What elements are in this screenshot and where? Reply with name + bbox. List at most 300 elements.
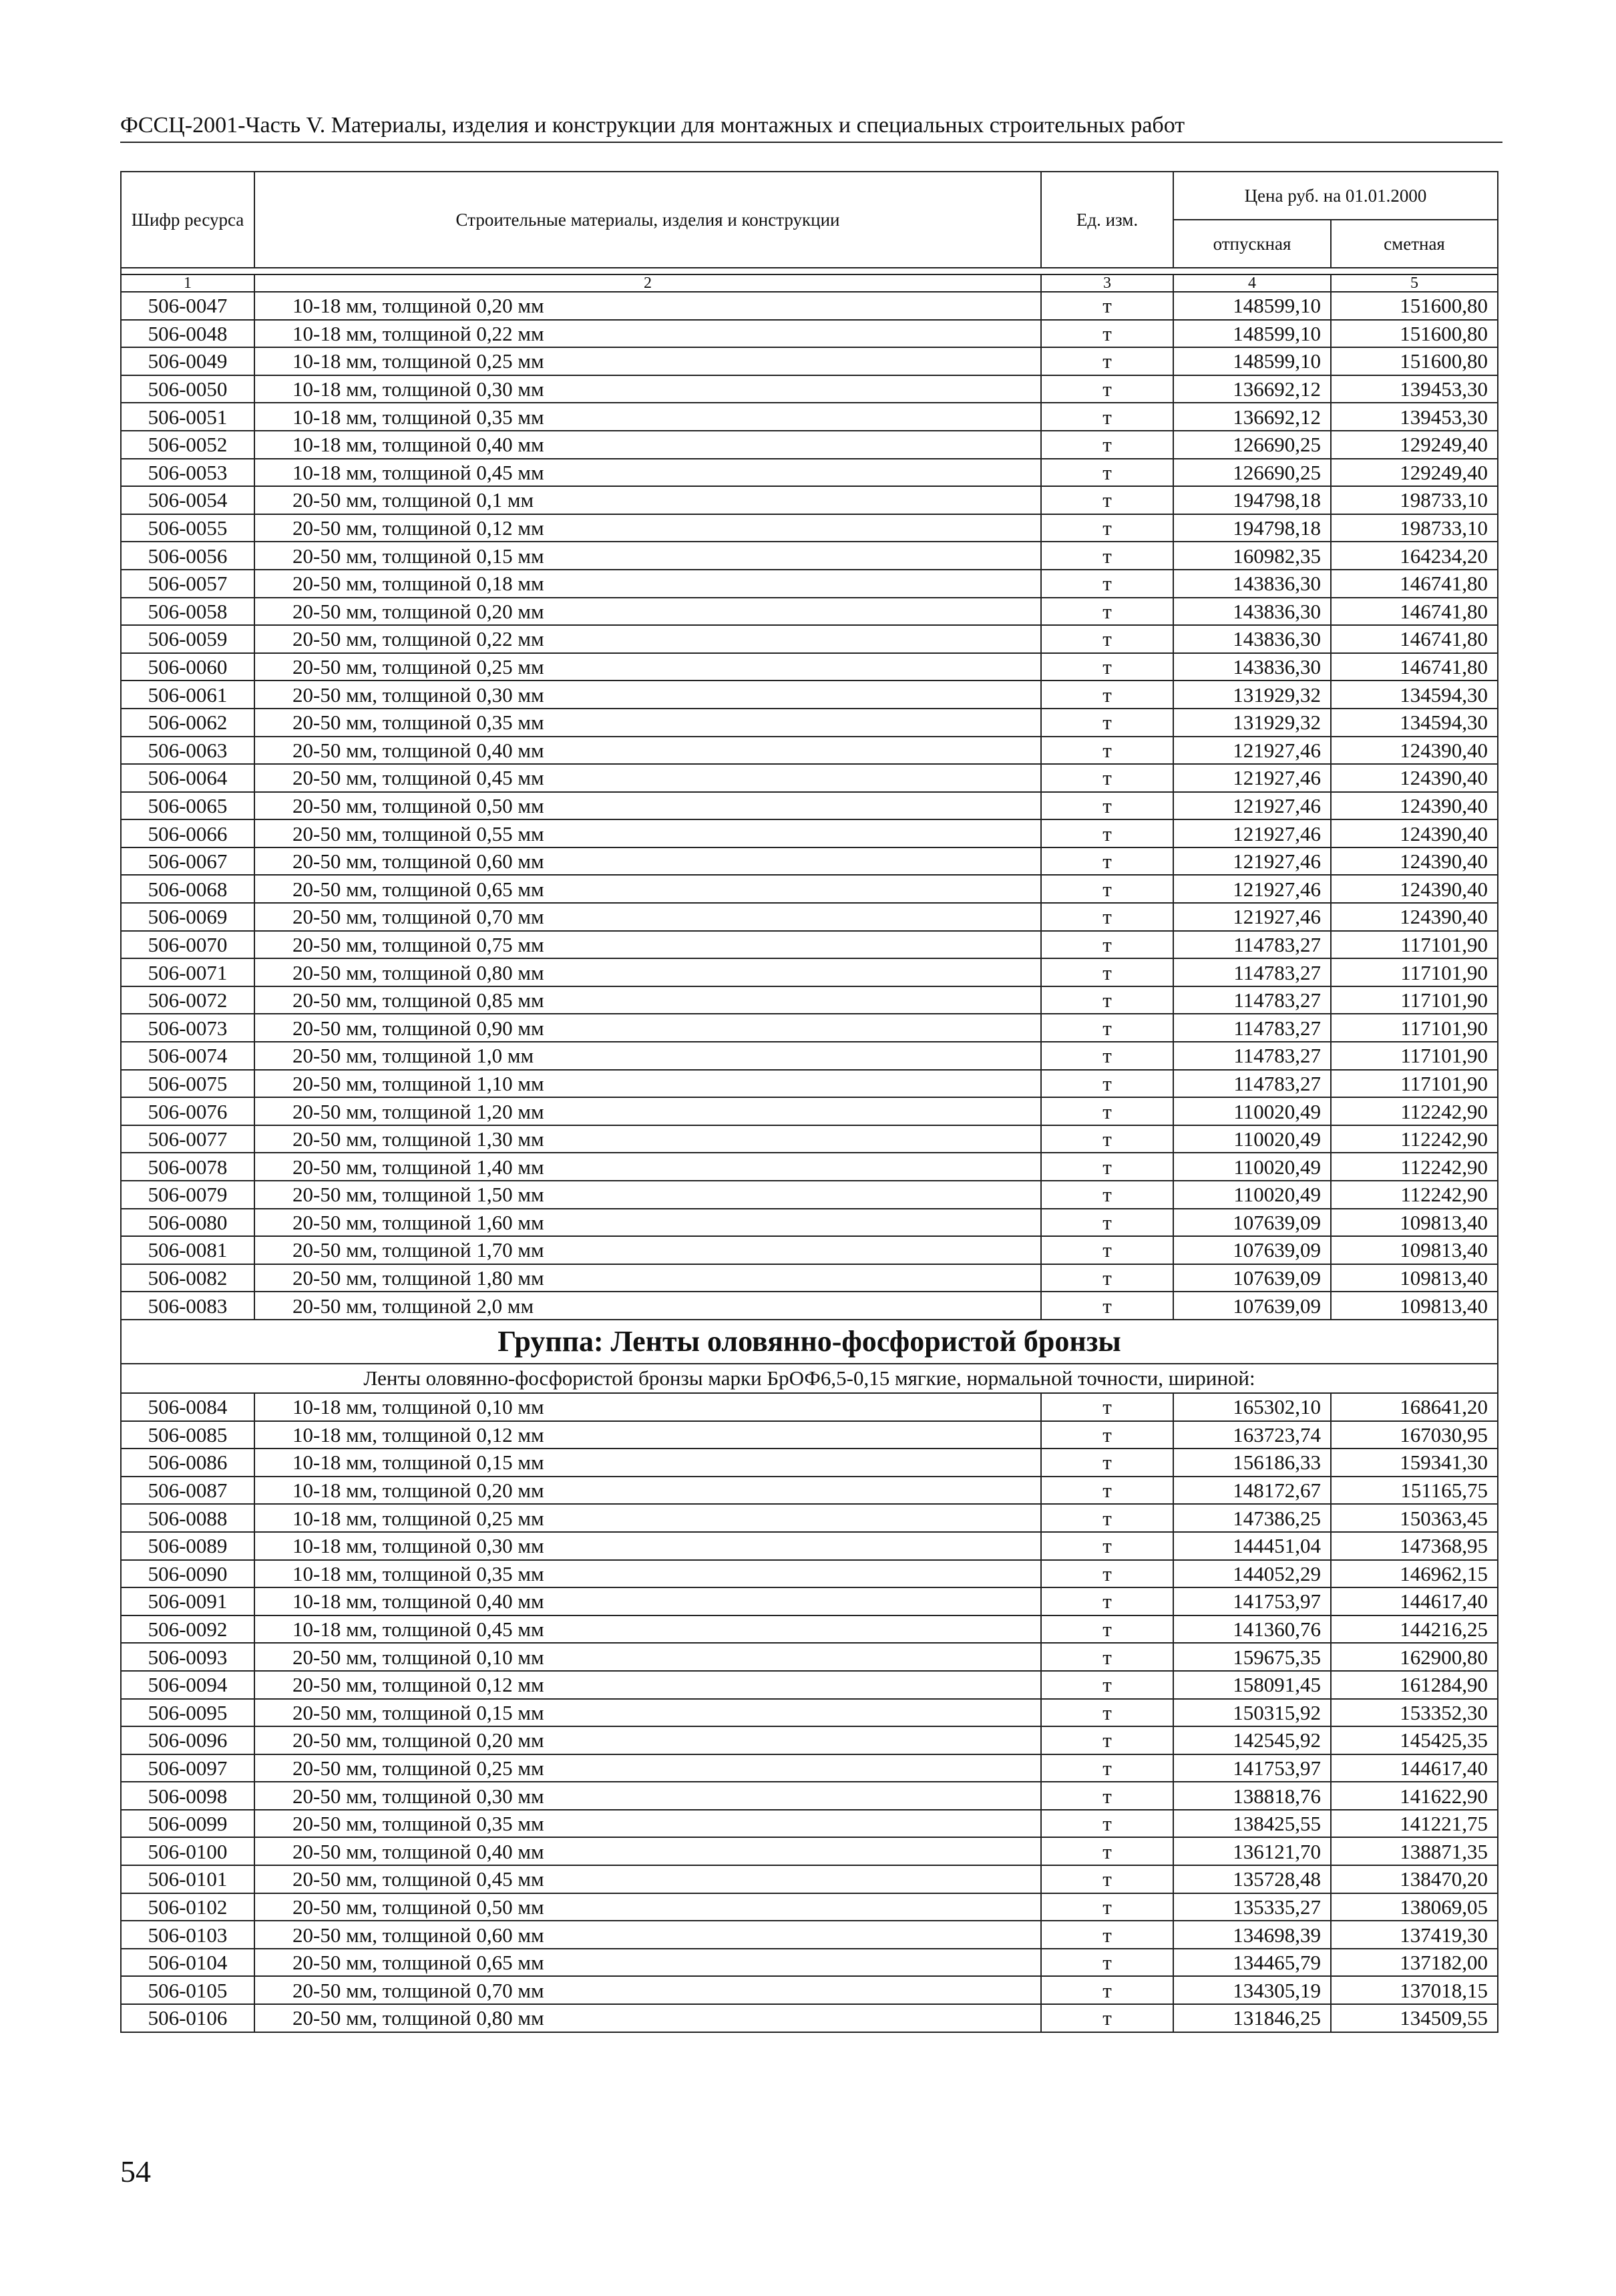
unit-cell: т <box>1041 847 1173 876</box>
release-price-cell: 136121,70 <box>1173 1837 1331 1865</box>
table-row <box>121 347 1498 375</box>
estimate-price-cell: 109813,40 <box>1331 1209 1498 1237</box>
table-row <box>121 903 1498 931</box>
description-cell: 10-18 мм, толщиной 0,20 мм <box>254 1477 1041 1505</box>
estimate-price-cell: 161284,90 <box>1331 1671 1498 1699</box>
table-body-section-a <box>121 292 1498 1320</box>
description-cell: 20-50 мм, толщиной 0,20 мм <box>254 598 1041 626</box>
column-header-price: Цена руб. на 01.01.2000 <box>1173 172 1498 220</box>
unit-cell: т <box>1041 625 1173 653</box>
table-row <box>121 1643 1498 1671</box>
resource-code-cell: 506-0106 <box>121 2004 254 2032</box>
estimate-price-cell: 109813,40 <box>1331 1292 1498 1320</box>
unit-cell: т <box>1041 1449 1173 1477</box>
release-price-cell: 194798,18 <box>1173 514 1331 542</box>
unit-cell: т <box>1041 1421 1173 1449</box>
estimate-price-cell: 124390,40 <box>1331 875 1498 903</box>
description-cell: 20-50 мм, толщиной 1,0 мм <box>254 1042 1041 1070</box>
release-price-cell: 114783,27 <box>1173 986 1331 1014</box>
estimate-price-cell: 144216,25 <box>1331 1615 1498 1644</box>
resource-code-cell: 506-0081 <box>121 1236 254 1264</box>
table-row <box>121 737 1498 765</box>
table-row <box>121 792 1498 820</box>
table-row <box>121 570 1498 598</box>
resource-code-cell: 506-0102 <box>121 1893 254 1921</box>
group-title: Группа: Ленты оловянно-фосфористой бронзы <box>121 1320 1498 1364</box>
description-cell: 20-50 мм, толщиной 0,35 мм <box>254 1810 1041 1838</box>
unit-cell: т <box>1041 986 1173 1014</box>
estimate-price-cell: 198733,10 <box>1331 514 1498 542</box>
table-row <box>121 1292 1498 1320</box>
unit-cell: т <box>1041 1153 1173 1181</box>
resource-code-cell: 506-0064 <box>121 764 254 792</box>
unit-cell: т <box>1041 1587 1173 1615</box>
release-price-cell: 156186,33 <box>1173 1449 1331 1477</box>
table-row <box>121 875 1498 903</box>
description-cell: 20-50 мм, толщиной 0,30 мм <box>254 681 1041 709</box>
table-row <box>121 486 1498 514</box>
running-header: ФССЦ-2001-Часть V. Материалы, изделия и конструкции для монтажных и специальных строительных работ <box>120 112 1502 143</box>
resource-code-cell: 506-0065 <box>121 792 254 820</box>
description-cell: 20-50 мм, толщиной 1,50 мм <box>254 1181 1041 1209</box>
unit-cell: т <box>1041 542 1173 570</box>
estimate-price-cell: 137182,00 <box>1331 1949 1498 1977</box>
column-header-name: Строительные материалы, изделия и конструкции <box>254 172 1041 268</box>
table-row <box>121 681 1498 709</box>
release-price-cell: 134698,39 <box>1173 1921 1331 1949</box>
column-header-unit: Ед. изм. <box>1041 172 1173 268</box>
estimate-price-cell: 124390,40 <box>1331 847 1498 876</box>
release-price-cell: 110020,49 <box>1173 1097 1331 1125</box>
release-price-cell: 107639,09 <box>1173 1264 1331 1292</box>
unit-cell: т <box>1041 1042 1173 1070</box>
unit-cell: т <box>1041 1754 1173 1782</box>
table-row <box>121 1754 1498 1782</box>
estimate-price-cell: 146741,80 <box>1331 625 1498 653</box>
estimate-price-cell: 138069,05 <box>1331 1893 1498 1921</box>
release-price-cell: 148172,67 <box>1173 1477 1331 1505</box>
column-number-row <box>121 274 1498 292</box>
resource-code-cell: 506-0100 <box>121 1837 254 1865</box>
table-row <box>121 1393 1498 1421</box>
resource-code-cell: 506-0077 <box>121 1125 254 1153</box>
release-price-cell: 107639,09 <box>1173 1236 1331 1264</box>
estimate-price-cell: 145425,35 <box>1331 1726 1498 1754</box>
table-row <box>121 542 1498 570</box>
estimate-price-cell: 137419,30 <box>1331 1921 1498 1949</box>
description-cell: 10-18 мм, толщиной 0,35 мм <box>254 1560 1041 1588</box>
description-cell: 10-18 мм, толщиной 0,30 мм <box>254 1532 1041 1560</box>
resource-code-cell: 506-0096 <box>121 1726 254 1754</box>
description-cell: 20-50 мм, толщиной 0,50 мм <box>254 1893 1041 1921</box>
estimate-price-cell: 124390,40 <box>1331 819 1498 847</box>
description-cell: 20-50 мм, толщиной 1,70 мм <box>254 1236 1041 1264</box>
table-row <box>121 1615 1498 1644</box>
estimate-price-cell: 112242,90 <box>1331 1125 1498 1153</box>
description-cell: 20-50 мм, толщиной 0,55 мм <box>254 819 1041 847</box>
description-cell: 20-50 мм, толщиной 0,15 мм <box>254 542 1041 570</box>
estimate-price-cell: 151165,75 <box>1331 1477 1498 1505</box>
description-cell: 20-50 мм, толщиной 0,15 мм <box>254 1699 1041 1727</box>
release-price-cell: 114783,27 <box>1173 1014 1331 1042</box>
page-number: 54 <box>120 2154 151 2188</box>
resource-code-cell: 506-0082 <box>121 1264 254 1292</box>
resource-code-cell: 506-0060 <box>121 653 254 681</box>
release-price-cell: 163723,74 <box>1173 1421 1331 1449</box>
unit-cell: т <box>1041 1810 1173 1838</box>
estimate-price-cell: 129249,40 <box>1331 459 1498 487</box>
description-cell: 20-50 мм, толщиной 0,80 мм <box>254 958 1041 986</box>
estimate-price-cell: 151600,80 <box>1331 347 1498 375</box>
estimate-price-cell: 151600,80 <box>1331 292 1498 320</box>
description-cell: 20-50 мм, толщиной 0,12 мм <box>254 1671 1041 1699</box>
release-price-cell: 126690,25 <box>1173 459 1331 487</box>
description-cell: 20-50 мм, толщиной 0,40 мм <box>254 737 1041 765</box>
release-price-cell: 136692,12 <box>1173 403 1331 431</box>
description-cell: 10-18 мм, толщиной 0,45 мм <box>254 1615 1041 1644</box>
table-row <box>121 819 1498 847</box>
release-price-cell: 121927,46 <box>1173 819 1331 847</box>
resource-code-cell: 506-0047 <box>121 292 254 320</box>
resource-code-cell: 506-0091 <box>121 1587 254 1615</box>
release-price-cell: 143836,30 <box>1173 625 1331 653</box>
unit-cell: т <box>1041 1837 1173 1865</box>
unit-cell: т <box>1041 1615 1173 1644</box>
release-price-cell: 141360,76 <box>1173 1615 1331 1644</box>
resource-code-cell: 506-0088 <box>121 1504 254 1532</box>
unit-cell: т <box>1041 1893 1173 1921</box>
release-price-cell: 121927,46 <box>1173 764 1331 792</box>
release-price-cell: 107639,09 <box>1173 1209 1331 1237</box>
unit-cell: т <box>1041 903 1173 931</box>
description-cell: 20-50 мм, толщиной 0,22 мм <box>254 625 1041 653</box>
description-cell: 10-18 мм, толщиной 0,22 мм <box>254 320 1041 348</box>
unit-cell: т <box>1041 598 1173 626</box>
release-price-cell: 160982,35 <box>1173 542 1331 570</box>
resource-code-cell: 506-0069 <box>121 903 254 931</box>
description-cell: 20-50 мм, толщиной 0,90 мм <box>254 1014 1041 1042</box>
unit-cell: т <box>1041 320 1173 348</box>
release-price-cell: 165302,10 <box>1173 1393 1331 1421</box>
resource-code-cell: 506-0089 <box>121 1532 254 1560</box>
table-row <box>121 1181 1498 1209</box>
table-row <box>121 375 1498 403</box>
resource-code-cell: 506-0086 <box>121 1449 254 1477</box>
estimate-price-cell: 117101,90 <box>1331 1070 1498 1098</box>
unit-cell: т <box>1041 1181 1173 1209</box>
release-price-cell: 143836,30 <box>1173 598 1331 626</box>
release-price-cell: 194798,18 <box>1173 486 1331 514</box>
description-cell: 20-50 мм, толщиной 1,30 мм <box>254 1125 1041 1153</box>
estimate-price-cell: 134594,30 <box>1331 709 1498 737</box>
description-cell: 20-50 мм, толщиной 0,70 мм <box>254 903 1041 931</box>
unit-cell: т <box>1041 764 1173 792</box>
resource-code-cell: 506-0071 <box>121 958 254 986</box>
estimate-price-cell: 134509,55 <box>1331 2004 1498 2032</box>
release-price-cell: 144052,29 <box>1173 1560 1331 1588</box>
table-row <box>121 1070 1498 1098</box>
unit-cell: т <box>1041 403 1173 431</box>
resource-code-cell: 506-0101 <box>121 1865 254 1893</box>
estimate-price-cell: 150363,45 <box>1331 1504 1498 1532</box>
description-cell: 20-50 мм, толщиной 0,60 мм <box>254 847 1041 876</box>
resource-code-cell: 506-0067 <box>121 847 254 876</box>
resource-code-cell: 506-0093 <box>121 1643 254 1671</box>
table-row <box>121 709 1498 737</box>
description-cell: 10-18 мм, толщиной 0,25 мм <box>254 1504 1041 1532</box>
estimate-price-cell: 138470,20 <box>1331 1865 1498 1893</box>
table-row <box>121 931 1498 959</box>
description-cell: 20-50 мм, толщиной 1,60 мм <box>254 1209 1041 1237</box>
unit-cell: т <box>1041 1264 1173 1292</box>
release-price-cell: 143836,30 <box>1173 570 1331 598</box>
estimate-price-cell: 144617,40 <box>1331 1587 1498 1615</box>
table-body-section-b <box>121 1393 1498 2032</box>
column-header-release-price: отпускная <box>1173 220 1331 268</box>
resource-code-cell: 506-0094 <box>121 1671 254 1699</box>
release-price-cell: 134465,79 <box>1173 1949 1331 1977</box>
table-row <box>121 1504 1498 1532</box>
column-number: 5 <box>1331 274 1498 292</box>
column-number: 2 <box>254 274 1041 292</box>
unit-cell: т <box>1041 2004 1173 2032</box>
estimate-price-cell: 129249,40 <box>1331 431 1498 459</box>
description-cell: 20-50 мм, толщиной 0,65 мм <box>254 1949 1041 1977</box>
resource-code-cell: 506-0078 <box>121 1153 254 1181</box>
unit-cell: т <box>1041 1949 1173 1977</box>
table-row <box>121 1865 1498 1893</box>
release-price-cell: 110020,49 <box>1173 1125 1331 1153</box>
estimate-price-cell: 162900,80 <box>1331 1643 1498 1671</box>
unit-cell: т <box>1041 570 1173 598</box>
price-table <box>120 171 1498 2033</box>
unit-cell: т <box>1041 1560 1173 1588</box>
description-cell: 20-50 мм, толщиной 0,20 мм <box>254 1726 1041 1754</box>
resource-code-cell: 506-0056 <box>121 542 254 570</box>
description-cell: 10-18 мм, толщиной 0,40 мм <box>254 1587 1041 1615</box>
description-cell: 10-18 мм, толщиной 0,10 мм <box>254 1393 1041 1421</box>
table-row <box>121 1921 1498 1949</box>
estimate-price-cell: 167030,95 <box>1331 1421 1498 1449</box>
release-price-cell: 114783,27 <box>1173 1070 1331 1098</box>
group-section <box>121 1320 1498 1393</box>
description-cell: 20-50 мм, толщиной 0,85 мм <box>254 986 1041 1014</box>
estimate-price-cell: 146962,15 <box>1331 1560 1498 1588</box>
table-row <box>121 1810 1498 1838</box>
table-row <box>121 1477 1498 1505</box>
unit-cell: т <box>1041 431 1173 459</box>
resource-code-cell: 506-0097 <box>121 1754 254 1782</box>
resource-code-cell: 506-0080 <box>121 1209 254 1237</box>
release-price-cell: 141753,97 <box>1173 1587 1331 1615</box>
resource-code-cell: 506-0084 <box>121 1393 254 1421</box>
description-cell: 20-50 мм, толщиной 0,10 мм <box>254 1643 1041 1671</box>
estimate-price-cell: 141221,75 <box>1331 1810 1498 1838</box>
unit-cell: т <box>1041 1921 1173 1949</box>
description-cell: 10-18 мм, толщиной 0,20 мм <box>254 292 1041 320</box>
estimate-price-cell: 138871,35 <box>1331 1837 1498 1865</box>
table-row <box>121 1264 1498 1292</box>
table-row <box>121 320 1498 348</box>
resource-code-cell: 506-0075 <box>121 1070 254 1098</box>
unit-cell: т <box>1041 875 1173 903</box>
description-cell: 20-50 мм, толщиной 0,12 мм <box>254 514 1041 542</box>
release-price-cell: 107639,09 <box>1173 1292 1331 1320</box>
release-price-cell: 147386,25 <box>1173 1504 1331 1532</box>
table-row <box>121 1097 1498 1125</box>
table-row <box>121 958 1498 986</box>
table-row <box>121 459 1498 487</box>
unit-cell: т <box>1041 292 1173 320</box>
resource-code-cell: 506-0085 <box>121 1421 254 1449</box>
unit-cell: т <box>1041 1726 1173 1754</box>
table-row <box>121 1949 1498 1977</box>
column-number: 1 <box>121 274 254 292</box>
group-subtitle: Ленты оловянно-фосфористой бронзы марки БрОФ6,5-0,15 мягкие, нормальной точности, шириной: <box>121 1364 1498 1393</box>
resource-code-cell: 506-0079 <box>121 1181 254 1209</box>
description-cell: 20-50 мм, толщиной 1,20 мм <box>254 1097 1041 1125</box>
description-cell: 10-18 мм, толщиной 0,25 мм <box>254 347 1041 375</box>
resource-code-cell: 506-0061 <box>121 681 254 709</box>
release-price-cell: 143836,30 <box>1173 653 1331 681</box>
estimate-price-cell: 147368,95 <box>1331 1532 1498 1560</box>
estimate-price-cell: 124390,40 <box>1331 764 1498 792</box>
unit-cell: т <box>1041 709 1173 737</box>
estimate-price-cell: 141622,90 <box>1331 1782 1498 1810</box>
unit-cell: т <box>1041 653 1173 681</box>
unit-cell: т <box>1041 1292 1173 1320</box>
resource-code-cell: 506-0062 <box>121 709 254 737</box>
resource-code-cell: 506-0095 <box>121 1699 254 1727</box>
unit-cell: т <box>1041 1236 1173 1264</box>
resource-code-cell: 506-0073 <box>121 1014 254 1042</box>
description-cell: 10-18 мм, толщиной 0,12 мм <box>254 1421 1041 1449</box>
table-row <box>121 1014 1498 1042</box>
table-row <box>121 625 1498 653</box>
resource-code-cell: 506-0105 <box>121 1976 254 2004</box>
release-price-cell: 131929,32 <box>1173 681 1331 709</box>
table-row <box>121 764 1498 792</box>
estimate-price-cell: 112242,90 <box>1331 1181 1498 1209</box>
estimate-price-cell: 146741,80 <box>1331 570 1498 598</box>
resource-code-cell: 506-0058 <box>121 598 254 626</box>
resource-code-cell: 506-0050 <box>121 375 254 403</box>
description-cell: 10-18 мм, толщиной 0,30 мм <box>254 375 1041 403</box>
estimate-price-cell: 159341,30 <box>1331 1449 1498 1477</box>
resource-code-cell: 506-0053 <box>121 459 254 487</box>
table-row <box>121 514 1498 542</box>
resource-code-cell: 506-0104 <box>121 1949 254 1977</box>
table-row <box>121 1699 1498 1727</box>
resource-code-cell: 506-0090 <box>121 1560 254 1588</box>
description-cell: 20-50 мм, толщиной 1,40 мм <box>254 1153 1041 1181</box>
description-cell: 10-18 мм, толщиной 0,15 мм <box>254 1449 1041 1477</box>
unit-cell: т <box>1041 1671 1173 1699</box>
estimate-price-cell: 112242,90 <box>1331 1153 1498 1181</box>
table-row <box>121 1209 1498 1237</box>
description-cell: 20-50 мм, толщиной 0,25 мм <box>254 1754 1041 1782</box>
resource-code-cell: 506-0076 <box>121 1097 254 1125</box>
description-cell: 20-50 мм, толщиной 0,80 мм <box>254 2004 1041 2032</box>
release-price-cell: 159675,35 <box>1173 1643 1331 1671</box>
unit-cell: т <box>1041 1504 1173 1532</box>
release-price-cell: 148599,10 <box>1173 320 1331 348</box>
release-price-cell: 135335,27 <box>1173 1893 1331 1921</box>
unit-cell: т <box>1041 1532 1173 1560</box>
table-row <box>121 1421 1498 1449</box>
unit-cell: т <box>1041 1976 1173 2004</box>
release-price-cell: 121927,46 <box>1173 792 1331 820</box>
estimate-price-cell: 124390,40 <box>1331 737 1498 765</box>
estimate-price-cell: 164234,20 <box>1331 542 1498 570</box>
table-row <box>121 598 1498 626</box>
release-price-cell: 148599,10 <box>1173 347 1331 375</box>
resource-code-cell: 506-0055 <box>121 514 254 542</box>
table-row <box>121 1042 1498 1070</box>
estimate-price-cell: 134594,30 <box>1331 681 1498 709</box>
unit-cell: т <box>1041 459 1173 487</box>
unit-cell: т <box>1041 1643 1173 1671</box>
description-cell: 20-50 мм, толщиной 0,1 мм <box>254 486 1041 514</box>
unit-cell: т <box>1041 1865 1173 1893</box>
resource-code-cell: 506-0098 <box>121 1782 254 1810</box>
unit-cell: т <box>1041 1782 1173 1810</box>
estimate-price-cell: 117101,90 <box>1331 1042 1498 1070</box>
unit-cell: т <box>1041 1014 1173 1042</box>
description-cell: 20-50 мм, толщиной 0,75 мм <box>254 931 1041 959</box>
estimate-price-cell: 109813,40 <box>1331 1264 1498 1292</box>
resource-code-cell: 506-0059 <box>121 625 254 653</box>
table-row <box>121 1976 1498 2004</box>
description-cell: 20-50 мм, толщиной 1,80 мм <box>254 1264 1041 1292</box>
release-price-cell: 121927,46 <box>1173 875 1331 903</box>
estimate-price-cell: 153352,30 <box>1331 1699 1498 1727</box>
release-price-cell: 150315,92 <box>1173 1699 1331 1727</box>
release-price-cell: 136692,12 <box>1173 375 1331 403</box>
estimate-price-cell: 146741,80 <box>1331 598 1498 626</box>
unit-cell: т <box>1041 737 1173 765</box>
unit-cell: т <box>1041 1070 1173 1098</box>
unit-cell: т <box>1041 1477 1173 1505</box>
table-row <box>121 431 1498 459</box>
release-price-cell: 114783,27 <box>1173 958 1331 986</box>
resource-code-cell: 506-0074 <box>121 1042 254 1070</box>
resource-code-cell: 506-0054 <box>121 486 254 514</box>
resource-code-cell: 506-0092 <box>121 1615 254 1644</box>
table-row <box>121 1560 1498 1588</box>
table-row <box>121 2004 1498 2032</box>
estimate-price-cell: 117101,90 <box>1331 958 1498 986</box>
estimate-price-cell: 117101,90 <box>1331 1014 1498 1042</box>
resource-code-cell: 506-0063 <box>121 737 254 765</box>
unit-cell: т <box>1041 931 1173 959</box>
table-row <box>121 1236 1498 1264</box>
release-price-cell: 144451,04 <box>1173 1532 1331 1560</box>
estimate-price-cell: 139453,30 <box>1331 375 1498 403</box>
table-row <box>121 847 1498 876</box>
description-cell: 20-50 мм, толщиной 0,45 мм <box>254 764 1041 792</box>
estimate-price-cell: 144617,40 <box>1331 1754 1498 1782</box>
table-row <box>121 1153 1498 1181</box>
resource-code-cell: 506-0087 <box>121 1477 254 1505</box>
table-row <box>121 403 1498 431</box>
table-row <box>121 292 1498 320</box>
resource-code-cell: 506-0049 <box>121 347 254 375</box>
estimate-price-cell: 112242,90 <box>1331 1097 1498 1125</box>
description-cell: 10-18 мм, толщиной 0,40 мм <box>254 431 1041 459</box>
header-spacer <box>121 268 1498 274</box>
unit-cell: т <box>1041 1097 1173 1125</box>
